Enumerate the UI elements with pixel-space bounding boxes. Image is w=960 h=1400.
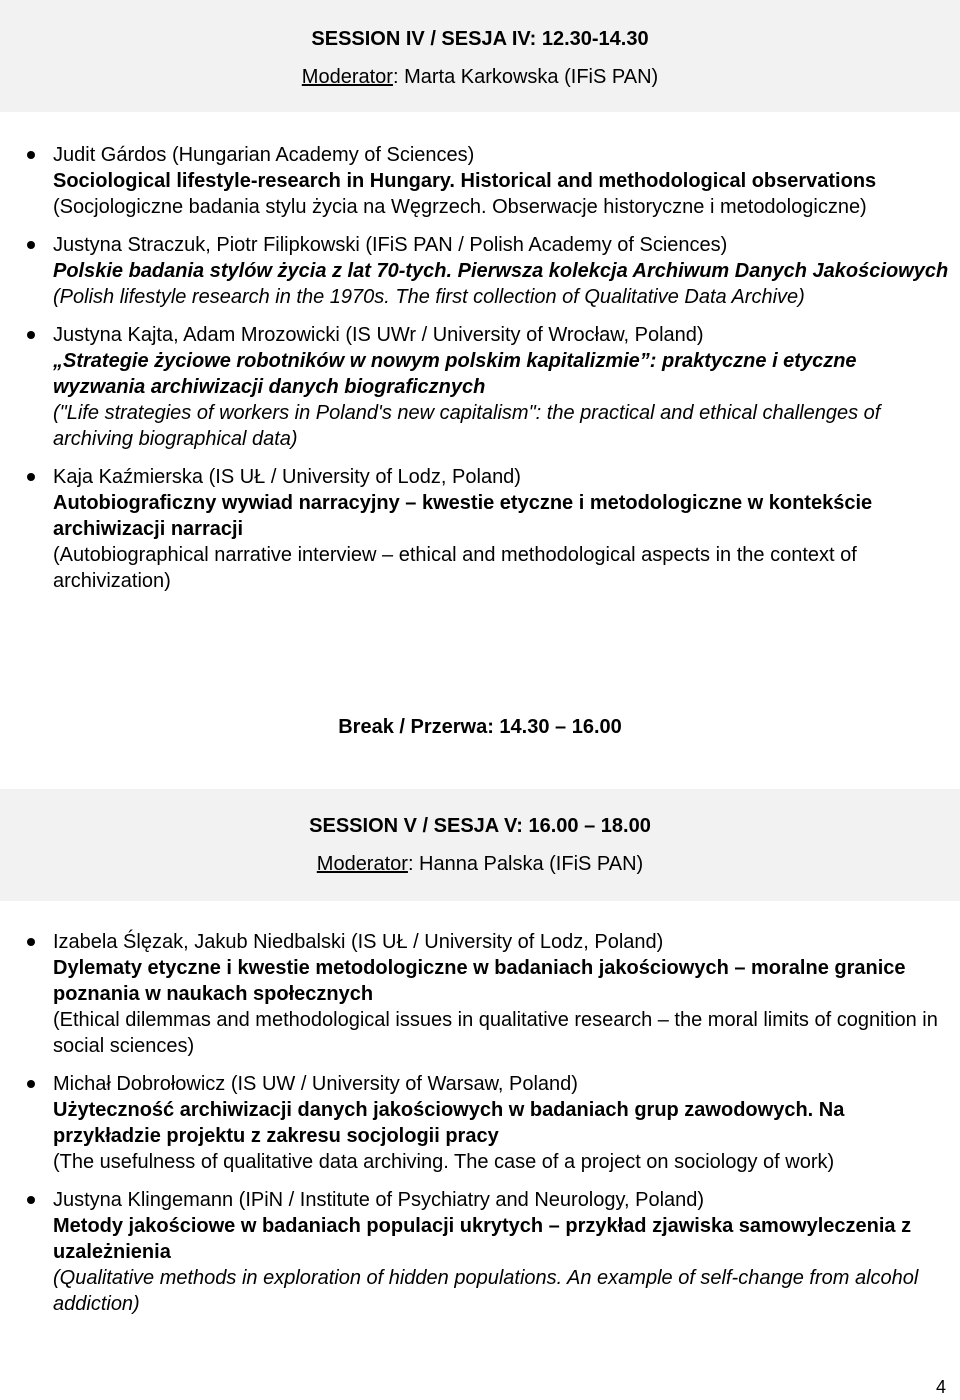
talk-title: Polskie badania stylów życia z lat 70-tych. Pierwsza kolekcja Archiwum Danych Jakościowych (53, 260, 949, 282)
bullet-icon (27, 241, 35, 249)
talk-title-translation: (Autobiographical narrative interview – ethical and methodological aspects in the context of archivization) (53, 544, 857, 592)
session-4-moderator (0, 64, 960, 90)
session-5-moderator (0, 851, 960, 877)
talk-title: Autobiograficzny wywiad narracyjny – kwestie etyczne i metodologiczne w kontekście archiwizacji narracji (53, 492, 873, 540)
talk-title: Metody jakościowe w badaniach populacji ukrytych – przykład zjawiska samowyleczenia z uzależnienia (53, 1215, 912, 1263)
talk-item (0, 232, 960, 310)
talk-title: Sociological lifestyle-research in Hungary. Historical and methodological observations (53, 170, 877, 192)
talk-title-translation: ("Life strategies of workers in Poland's new capitalism": the practical and ethical challenges of archiving biographical data) (53, 402, 881, 450)
session-5-talk-list (0, 929, 960, 1317)
talk-authors: Justyna Kajta, Adam Mrozowicki (IS UWr / University of Wrocław, Poland) (53, 324, 704, 346)
session-5-header (0, 789, 960, 901)
talk-authors: Justyna Straczuk, Piotr Filipkowski (IFiS PAN / Polish Academy of Sciences) (53, 234, 728, 256)
moderator-name: : Marta Karkowska (IFiS PAN) (392, 66, 659, 88)
bullet-icon (27, 151, 35, 159)
moderator-label: Moderator (316, 853, 408, 875)
talk-item (0, 322, 960, 452)
session-4-title: SESSION IV / SESJA IV: 12.30-14.30 (311, 28, 649, 50)
talk-title-translation: (Ethical dilemmas and methodological issues in qualitative research – the moral limits of cognition in social sciences) (53, 1009, 938, 1057)
bullet-icon (27, 473, 35, 481)
talk-title-translation: (Polish lifestyle research in the 1970s. The first collection of Qualitative Data Archive) (53, 286, 805, 308)
talk-authors: Kaja Kaźmierska (IS UŁ / University of Lodz, Poland) (53, 466, 521, 488)
talk-authors: Izabela Ślęzak, Jakub Niedbalski (IS UŁ / University of Lodz, Poland) (53, 931, 664, 953)
moderator-name: : Hanna Palska (IFiS PAN) (407, 853, 644, 875)
session-5-title: SESSION V / SESJA V: 16.00 – 18.00 (309, 815, 651, 837)
talk-title: „Strategie życiowe robotników w nowym polskim kapitalizmie”: praktyczne i etyczne wyzwania archiwizacji danych biograficznych (53, 350, 857, 398)
talk-title-translation: (The usefulness of qualitative data archiving. The case of a project on sociology of work) (53, 1151, 835, 1173)
talk-title: Dylematy etyczne i kwestie metodologiczne w badaniach jakościowych – moralne granice poznania w naukach społecznych (53, 957, 906, 1005)
talk-title-translation: (Qualitative methods in exploration of hidden populations. An example of self-change from alcohol addiction) (53, 1267, 919, 1315)
moderator-label: Moderator (301, 66, 393, 88)
talk-title-translation: (Socjologiczne badania stylu życia na Węgrzech. Obserwacje historyczne i metodologiczne) (53, 196, 867, 218)
talk-item (0, 929, 960, 1059)
talk-item (0, 1187, 960, 1317)
talk-authors: Judit Gárdos (Hungarian Academy of Sciences) (53, 144, 475, 166)
bullet-icon (27, 938, 35, 946)
bullet-icon (27, 1080, 35, 1088)
bullet-icon (27, 1196, 35, 1204)
talk-authors: Justyna Klingemann (IPiN / Institute of Psychiatry and Neurology, Poland) (53, 1189, 705, 1211)
page-number: 4 (935, 1377, 946, 1397)
bullet-icon (27, 331, 35, 339)
session-4-talk-list (0, 142, 960, 594)
talk-item (0, 142, 960, 220)
break-label: Break / Przerwa: 14.30 – 16.00 (338, 716, 622, 738)
talk-item (0, 464, 960, 594)
talk-item (0, 1071, 960, 1175)
talk-authors: Michał Dobrołowicz (IS UW / University of Warsaw, Poland) (53, 1073, 578, 1095)
session-4-header (0, 0, 960, 112)
talk-title: Użyteczność archiwizacji danych jakościowych w badaniach grup zawodowych. Na przykładzie projektu z zakresu socjologii pracy (53, 1099, 845, 1147)
